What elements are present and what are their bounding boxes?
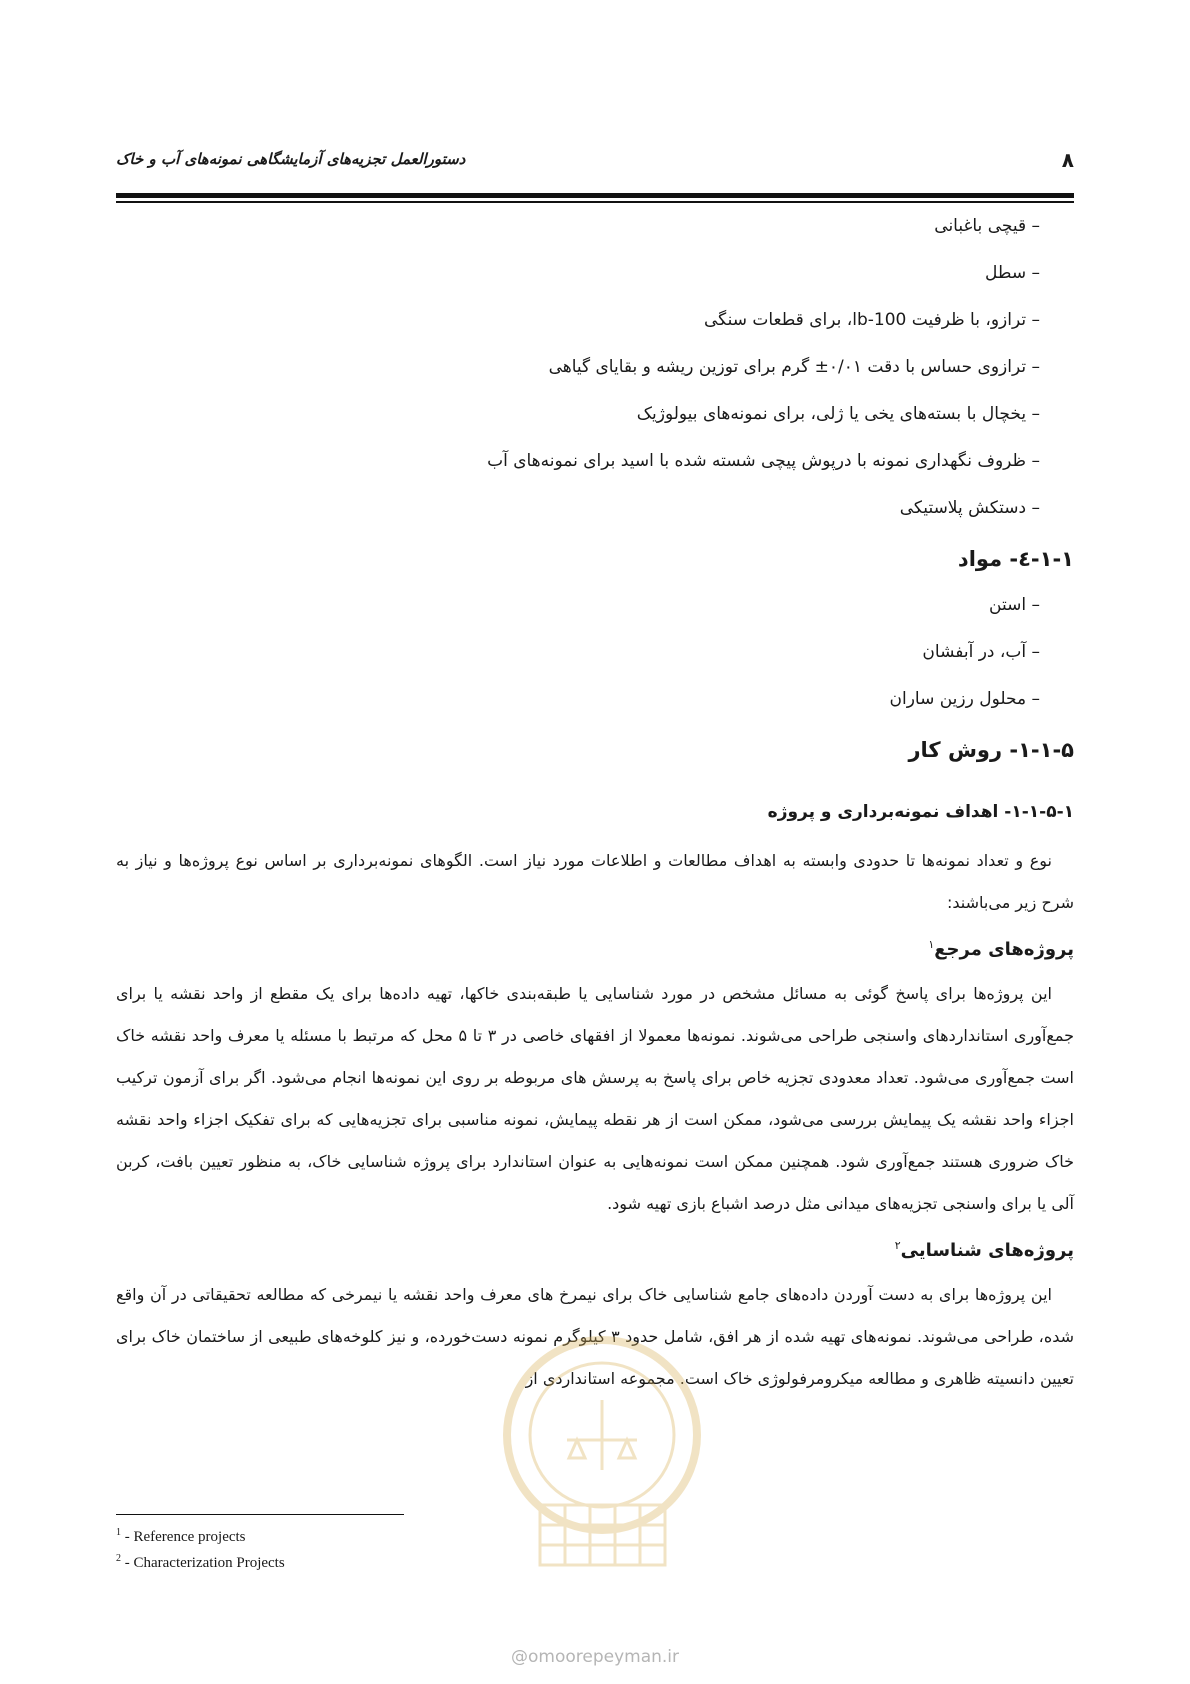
reference-projects-paragraph: این پروژه‌ها برای پاسخ گوئی به مسائل مشخص در مورد شناسایی یا طبقه‌بندی خاکها، تهیه داده‌ها برای یک مقطع از واحد نقشه یا برای جمع‌آوری استانداردهای واسنجی طراحی می‌شوند. نمونه‌ها معمولا از افقهای خاصی در ۳ تا ۵ محل که مرتبط با مسئله یا معرف واحد نقشه خاک است جمع‌آوری می‌شود. تعداد معدودی تجزیه خاص برای پاسخ به پرسش های مربوطه بر روی این نمونه‌ها انجام می‌شود. اگر برای آزمون ترکیب اجزاء واحد نقشه یک پیمایش بررسی می‌شود، ممکن است از هر نقطه پیمایش، نمونه مناسبی برای تجزیه‌هایی که برای تفکیک اجزاء واحد نقشه خاک ضروری هستند جمع‌آوری شود. همچنین ممکن است نمونه‌هایی به عنوان استاندارد برای پروژه شناسایی خاک، به منظور تعیین بافت، کربن آلی یا برای واسنجی تجزیه‌های میدانی مثل درصد اشباع بازی تهیه شود. xyxy=(116,984,1075,1213)
list-item: – سطل xyxy=(985,263,1040,283)
footnote-rule xyxy=(116,1514,404,1515)
objectives-paragraph: نوع و تعداد نمونه‌ها تا حدودی وابسته به اهداف مطالعات و اطلاعات مورد نیاز است. الگوهای نمونه‌برداری بر اساس نوع پروژه‌ها و نیاز به شرح زیر می‌باشند: xyxy=(116,851,1074,912)
list-item: – محلول رزین ساران xyxy=(889,689,1040,709)
watermark-logo-icon xyxy=(485,1330,720,1580)
list-item: – ترازو، با ظرفیت 100-lb، برای قطعات سنگی xyxy=(704,310,1040,330)
list-item: – آب، در آبفشان xyxy=(922,642,1040,662)
running-title: دستورالعمل تجزیه‌های آزمایشگاهی نمونه‌های آب و خاک xyxy=(116,150,466,168)
page-number: ۸ xyxy=(1061,148,1074,172)
watermark-text: @omoorepeyman.ir xyxy=(510,1647,680,1667)
footnote-text: - Characterization Projects xyxy=(121,1555,285,1571)
characterization-projects-paragraph: این پروژه‌ها برای به دست آوردن داده‌های جامع شناسایی خاک برای نیمرخ های معرف واحد نقشه یا نیمرخی که مطالعه تحقیقاتی در آن واقع شده، طراحی می‌شوند. نمونه‌های تهیه شده از هر افق، شامل حدود ۳ کیلوگرم نمونه دست‌خورده، و نیز کلوخه‌های طبیعی از ساختمان خاک برای تعیین دانسیته ظاهری و مطالعه میکرومرفولوژی خاک است. مجموعه استانداردی از xyxy=(116,1285,1075,1388)
footnote-marker: ۱ xyxy=(928,938,935,951)
footnote-number: 1 xyxy=(116,1527,121,1538)
page-header xyxy=(116,148,1074,182)
footnote xyxy=(116,1522,285,1548)
page-content xyxy=(116,214,1074,1404)
footnotes xyxy=(116,1522,285,1574)
characterization-projects-title: پروژه‌های شناسایی xyxy=(900,1240,1074,1261)
materials-list xyxy=(116,593,1074,711)
characterization-projects-heading xyxy=(116,1229,1074,1268)
footnote-text: - Reference projects xyxy=(121,1529,246,1545)
objectives-heading: ۱-۱-۵-۱- اهداف نمونه‌برداری و پروژه xyxy=(767,802,1074,822)
list-item: – ظروف نگهداری نمونه با درپوش پیچی شسته شده با اسید برای نمونه‌های آب xyxy=(487,451,1040,471)
footnote-number: 2 xyxy=(116,1553,121,1564)
list-item: – یخچال با بسته‌های یخی یا ژلی، برای نمونه‌های بیولوژیک xyxy=(636,404,1040,424)
equipment-list xyxy=(116,214,1074,520)
list-item: – استن xyxy=(989,595,1040,615)
list-item: – ترازوی حساس با دقت ۰/۰۱± گرم برای توزین ریشه و بقایای گیاهی xyxy=(548,357,1040,377)
reference-projects-title: پروژه‌های مرجع xyxy=(934,939,1074,960)
footnote-marker: ۲ xyxy=(894,1239,901,1252)
list-item: – قیچی باغبانی xyxy=(934,216,1040,236)
reference-projects-heading xyxy=(116,928,1074,967)
header-rule-thin xyxy=(116,201,1074,203)
method-heading: ۱-۱-۵- روش کار xyxy=(908,738,1074,762)
footnote xyxy=(116,1548,285,1574)
list-item: – دستکش پلاستیکی xyxy=(899,498,1040,518)
header-rule-thick xyxy=(116,193,1074,198)
materials-heading: ۱-۱-٤- مواد xyxy=(957,547,1074,571)
